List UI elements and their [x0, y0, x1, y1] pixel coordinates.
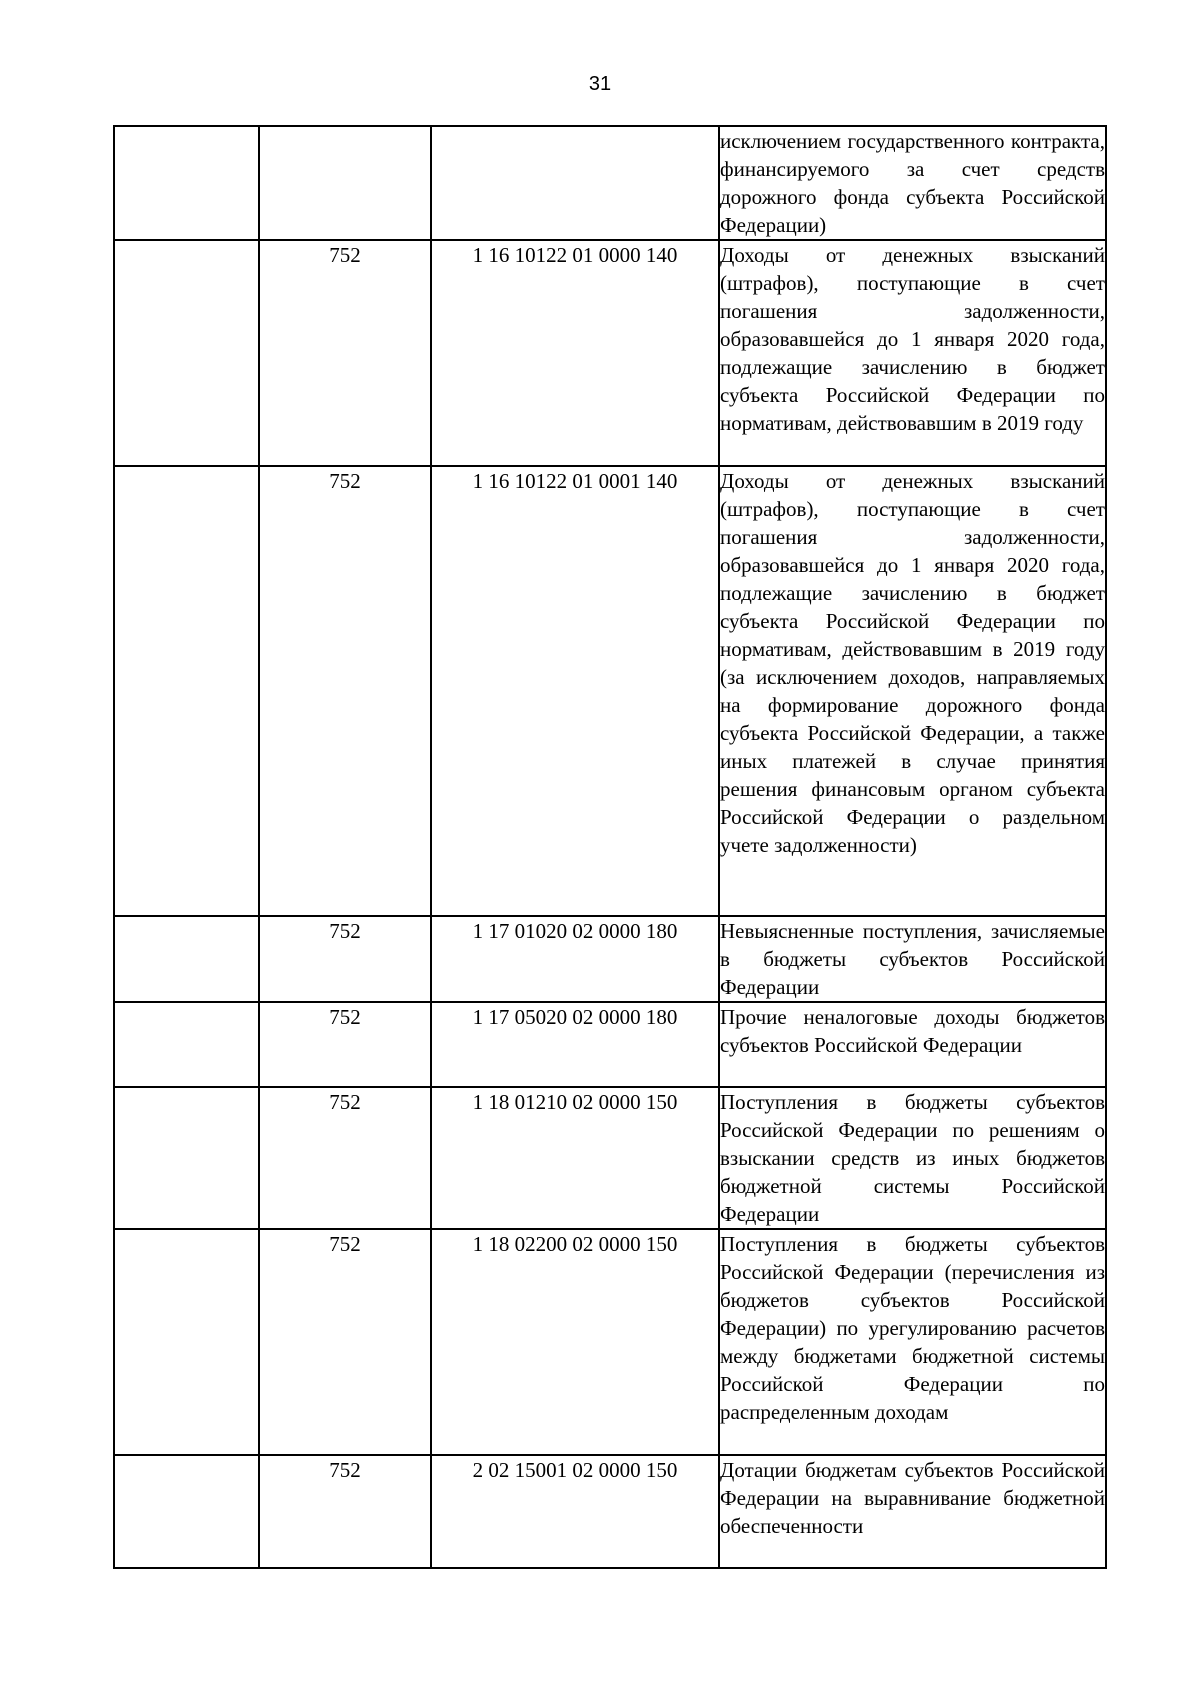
revenue-description-cell: Поступления в бюджеты субъектов Российской Федерации (перечисления из бюджетов субъектов Российской Федерации) по урегулированию расчетов между бюджетами бюджетной системы Российской Федерации по распределенным доходам	[719, 1229, 1106, 1455]
revenue-description-cell: исключением государственного контракта, финансируемого за счет средств дорожного фонда субъекта Российской Федерации)	[719, 126, 1106, 240]
table-row	[114, 240, 1106, 466]
revenue-code-cell: 1 17 05020 02 0000 180	[431, 1002, 719, 1087]
row-blank-cell	[114, 1087, 259, 1229]
table-row	[114, 126, 1106, 240]
row-blank-cell	[114, 1229, 259, 1455]
revenue-code-cell: 1 16 10122 01 0000 140	[431, 240, 719, 466]
row-blank-cell	[114, 240, 259, 466]
admin-code-cell: 752	[259, 1229, 431, 1455]
revenue-code-cell: 1 16 10122 01 0001 140	[431, 466, 719, 916]
table-row	[114, 1087, 1106, 1229]
revenue-description-cell: Доходы от денежных взысканий (штрафов), поступающие в счет погашения задолженности, образовавшейся до 1 января 2020 года, подлежащие зачислению в бюджет субъекта Российской Федерации по нормативам, действовавшим в 2019 году	[719, 240, 1106, 466]
admin-code-cell: 752	[259, 916, 431, 1002]
budget-revenue-table	[113, 125, 1107, 1569]
table-row	[114, 466, 1106, 916]
table-row	[114, 1229, 1106, 1455]
table-row	[114, 916, 1106, 1002]
revenue-description-cell: Дотации бюджетам субъектов Российской Федерации на выравнивание бюджетной обеспеченности	[719, 1455, 1106, 1568]
revenue-description-cell: Доходы от денежных взысканий (штрафов), поступающие в счет погашения задолженности, образовавшейся до 1 января 2020 года, подлежащие зачислению в бюджет субъекта Российской Федерации по нормативам, действовавшим в 2019 году (за исключением доходов, направляемых на формирование дорожного фонда субъекта Российской Федерации, а также иных платежей в случае принятия решения финансовым органом субъекта Российской Федерации о раздельном учете задолженности)	[719, 466, 1106, 916]
table-row	[114, 1002, 1106, 1087]
revenue-code-cell	[431, 126, 719, 240]
table-row	[114, 1455, 1106, 1568]
row-blank-cell	[114, 916, 259, 1002]
revenue-description-cell: Поступления в бюджеты субъектов Российской Федерации по решениям о взыскании средств из иных бюджетов бюджетной системы Российской Федерации	[719, 1087, 1106, 1229]
page-number: 31	[588, 73, 612, 95]
admin-code-cell: 752	[259, 466, 431, 916]
revenue-description-cell: Невыясненные поступления, зачисляемые в бюджеты субъектов Российской Федерации	[719, 916, 1106, 1002]
admin-code-cell	[259, 126, 431, 240]
revenue-code-cell: 1 18 02200 02 0000 150	[431, 1229, 719, 1455]
admin-code-cell: 752	[259, 1002, 431, 1087]
row-blank-cell	[114, 1002, 259, 1087]
row-blank-cell	[114, 126, 259, 240]
revenue-code-cell: 2 02 15001 02 0000 150	[431, 1455, 719, 1568]
revenue-description-cell: Прочие неналоговые доходы бюджетов субъектов Российской Федерации	[719, 1002, 1106, 1087]
admin-code-cell: 752	[259, 1455, 431, 1568]
revenue-code-cell: 1 18 01210 02 0000 150	[431, 1087, 719, 1229]
admin-code-cell: 752	[259, 240, 431, 466]
row-blank-cell	[114, 466, 259, 916]
admin-code-cell: 752	[259, 1087, 431, 1229]
row-blank-cell	[114, 1455, 259, 1568]
revenue-code-cell: 1 17 01020 02 0000 180	[431, 916, 719, 1002]
